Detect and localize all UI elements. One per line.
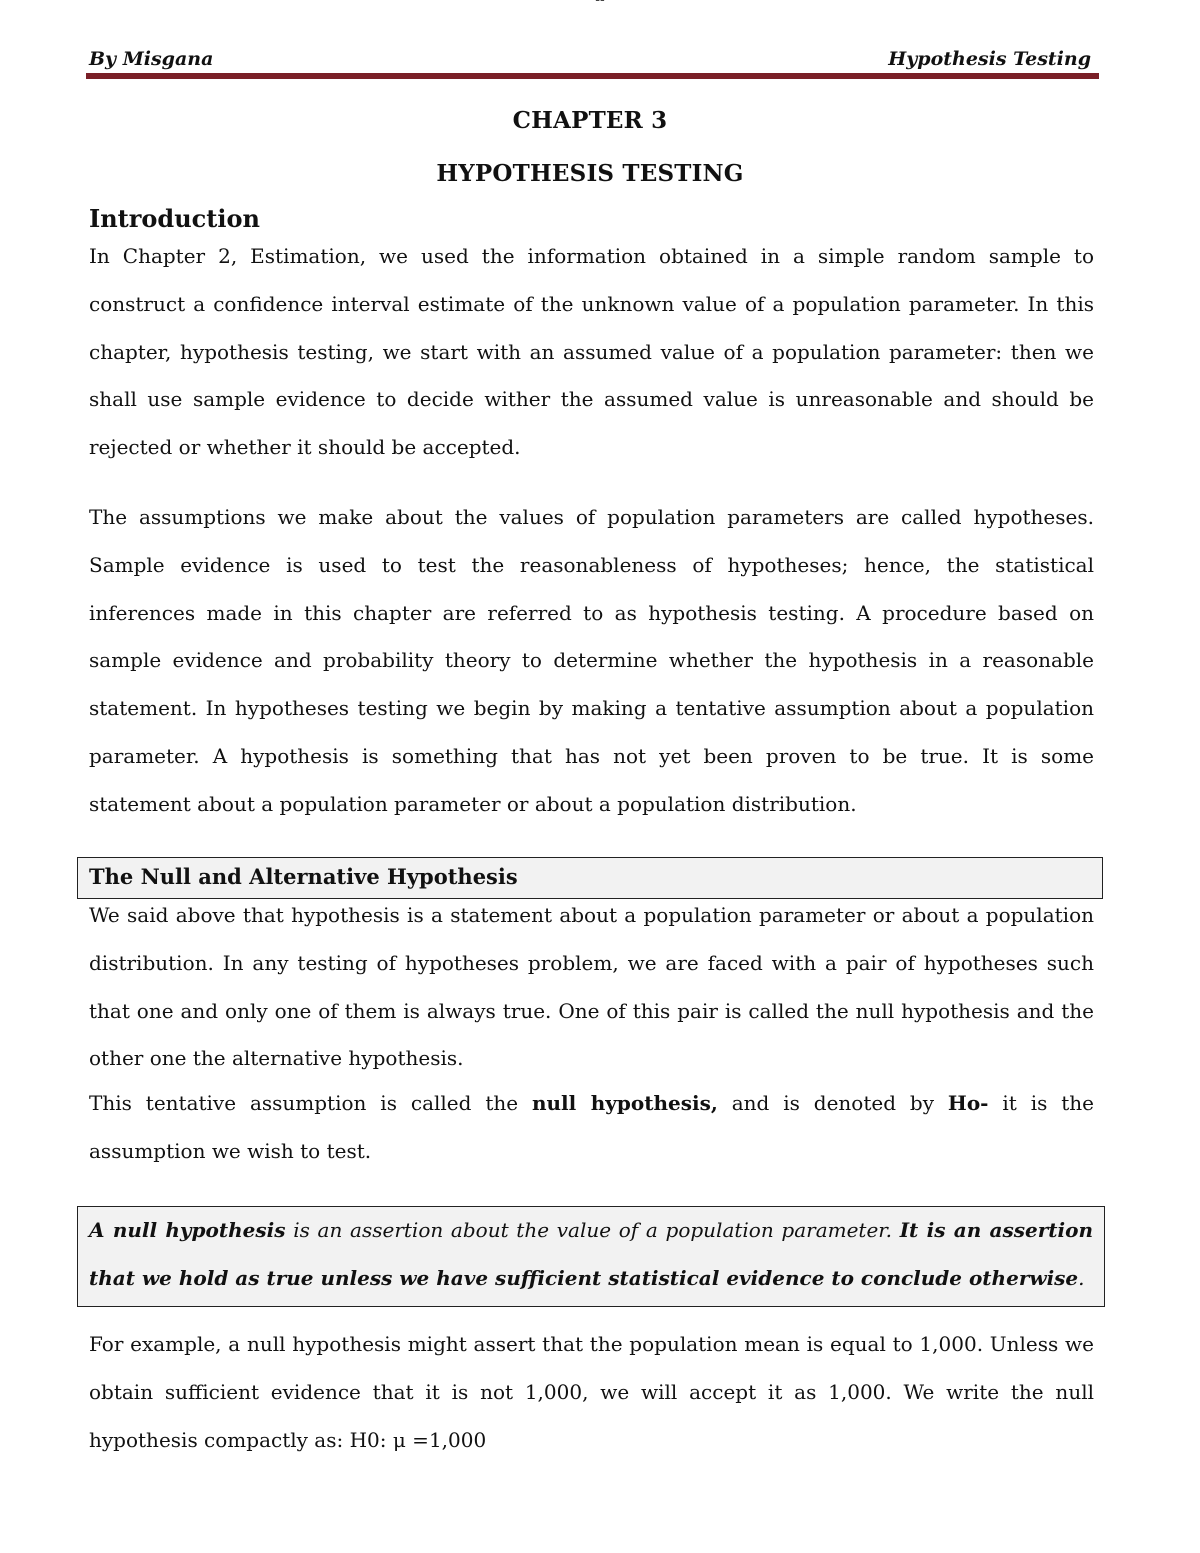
null-alt-heading: The Null and Alternative Hypothesis [89,864,518,889]
chapter-number: CHAPTER 3 [512,107,668,134]
definition-text-1: is an assertion about the value of a population parameter. [285,1218,900,1242]
header-divider [86,73,1099,79]
header-author: By Misgana [89,48,214,70]
definition-text-2: . [1078,1266,1085,1290]
example-paragraph: For example, a null hypothesis might assert that the population mean is equal to 1,000. Unless we obtain sufficient evidence that it is not 1,000, we will accept it as 1,000. We write the null hypothesis compactly as: H0: μ =1,000 [89,1332,1094,1452]
para2-text-end: it is the assumption we wish to test. [89,1091,1095,1163]
introduction-heading: Introduction [89,204,260,233]
introduction-paragraph-2: The assumptions we make about the values of population parameters are called hypotheses. Sample evidence is used to test the reasonableness of hypotheses; hence, the statistical inferences made in this chapter are referred to as hypothesis testing. A procedure based on sample evidence and probability theory to determine whether the hypothesis in a reasonable statement. In hypotheses testing we begin by making a tentative assumption about a population parameter. A hypothesis is something that has not yet been proven to be true. It is some statement about a population parameter or about a population distribution. [89,505,1094,816]
definition-emphasis: It is an assertion that we hold as true unless we have sufficient statistical evidence to conclude otherwise [89,1218,1093,1290]
introduction-paragraph-1: In Chapter 2, Estimation, we used the information obtained in a simple random sample to construct a confidence interval estimate of the unknown value of a population parameter. In this chapter, hypothesis testing, we start with an assumed value of a population parameter: then we shall use sample evidence to decide wither the assumed value is unreasonable and should be rejected or whether it should be accepted. [89,244,1094,460]
ho-symbol: Ho- [947,1091,989,1115]
definition-text [89,1206,1093,1302]
page-marker: -- [595,0,605,8]
definition-box [77,1206,1105,1307]
chapter-title: HYPOTHESIS TESTING [436,160,744,187]
para2-text-start: This tentative assumption is called the [89,1091,532,1115]
null-alt-paragraph-2 [89,1080,1094,1176]
para2-text-mid: and is denoted by [717,1091,948,1115]
null-hypothesis-term: null hypothesis, [531,1091,718,1115]
header-topic: Hypothesis Testing [888,48,1091,70]
definition-term: A null hypothesis [89,1218,286,1242]
null-alt-paragraph-1: We said above that hypothesis is a statement about a population parameter or about a population distribution. In any testing of hypotheses problem, we are faced with a pair of hypotheses such that one and only one of them is always true. One of this pair is called the null hypothesis and the other one the alternative hypothesis. [89,903,1094,1071]
